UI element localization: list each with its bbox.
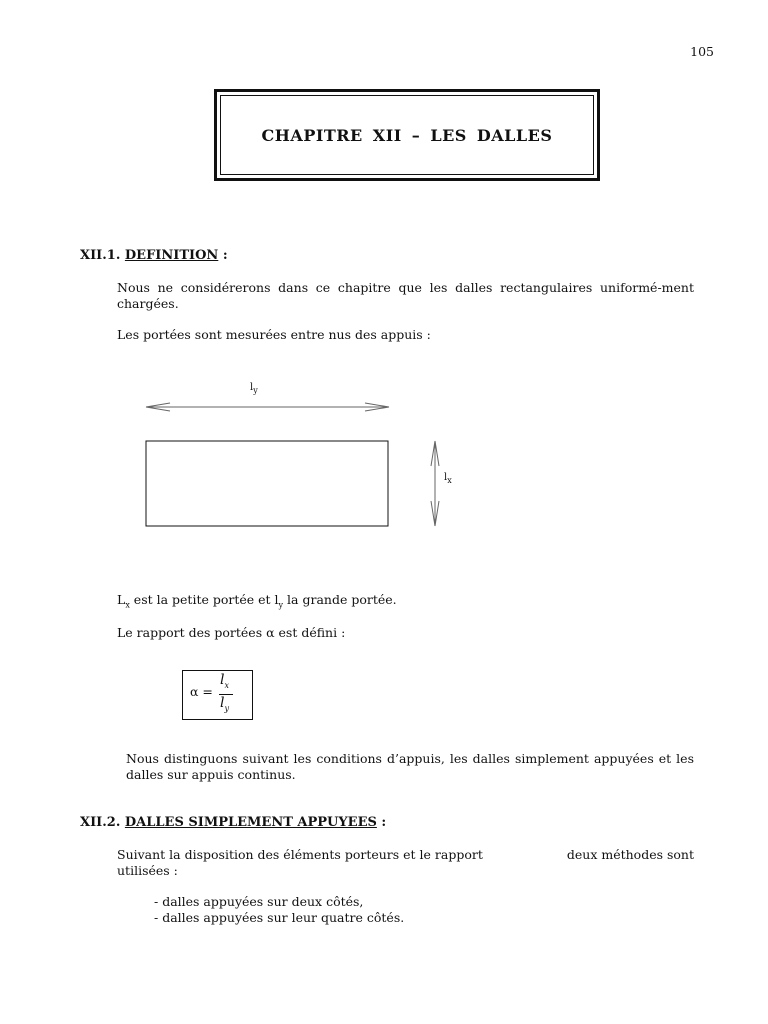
formula-numerator: $l_x$ bbox=[220, 672, 229, 690]
ly-dimension-arrow bbox=[146, 403, 389, 411]
list-item: - dalles appuyées sur leur quatre côtés. bbox=[154, 910, 405, 925]
lx-label: $l_x$ bbox=[444, 472, 452, 485]
section-title: DEFINITION bbox=[124, 248, 219, 263]
lx-dimension-arrow bbox=[431, 441, 439, 526]
section-number: XII.1. bbox=[80, 248, 121, 263]
section-colon: : bbox=[376, 815, 387, 830]
page-number: 105 bbox=[690, 44, 714, 59]
spans-paragraph: Les portées sont mesurées entre nus des appuis : bbox=[117, 327, 431, 342]
section-number: XII.2. bbox=[80, 815, 121, 830]
chapter-title: CHAPITRE XII – LES DALLES bbox=[220, 95, 594, 175]
methods-text-b: deux méthodes sont bbox=[566, 847, 694, 862]
definition-paragraph: Nous ne considérerons dans ce chapitre que les dalles rectangulaires uniformé-ment chargées. bbox=[117, 280, 694, 311]
methods-text-a: Suivant la disposition des éléments porteurs et le rapport bbox=[117, 847, 483, 862]
section-colon: : bbox=[218, 248, 228, 263]
ly-label: $l_y$ bbox=[250, 382, 258, 395]
section-title: DALLES SIMPLEMENT APPUYEES bbox=[124, 815, 377, 830]
methods-paragraph bbox=[117, 847, 694, 879]
slab-rectangle bbox=[146, 441, 388, 526]
section-heading-simple-supports bbox=[80, 815, 386, 830]
span-description: $L_x$ est la petite portée et $l_y$ la grande portée. bbox=[117, 592, 397, 610]
formula-denominator: $l_y$ bbox=[220, 695, 230, 713]
ratio-definition-line: Le rapport des portées α est défini : bbox=[117, 625, 346, 640]
list-item: - dalles appuyées sur deux côtés, bbox=[154, 894, 364, 909]
support-conditions-paragraph: Nous distinguons suivant les conditions d’appuis, les dalles simplement appuyées et les dalles sur appuis continus. bbox=[126, 751, 694, 782]
formula-alpha: α = bbox=[190, 684, 213, 699]
methods-text-c: utilisées : bbox=[117, 863, 178, 878]
